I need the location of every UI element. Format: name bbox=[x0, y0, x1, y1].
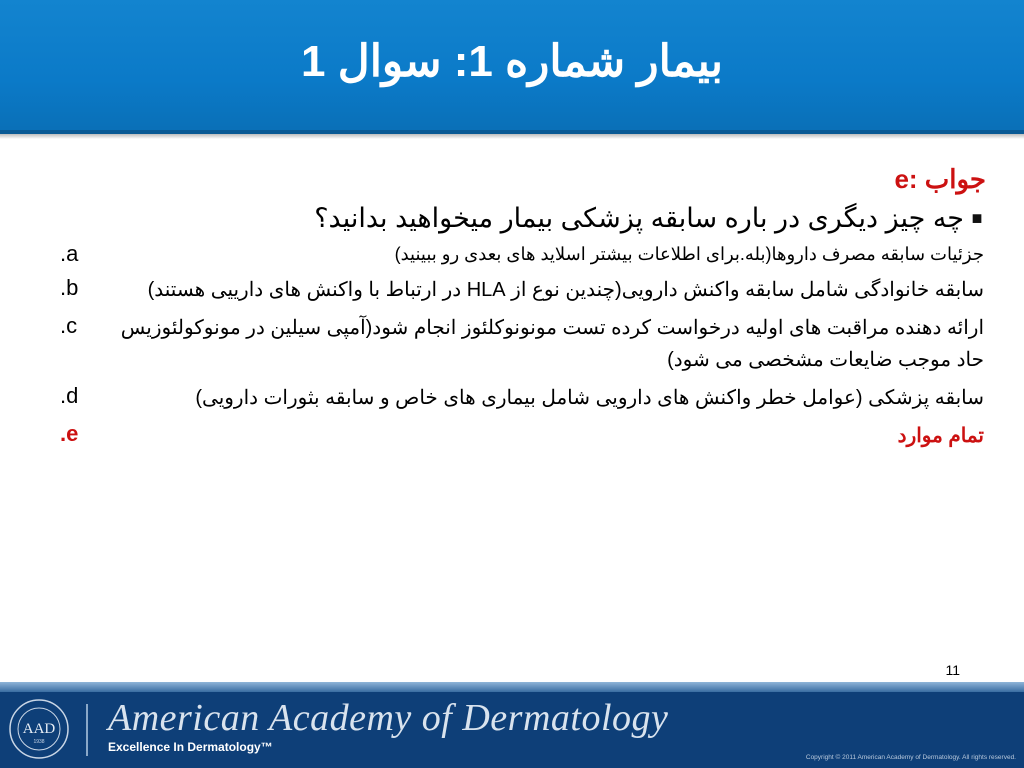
option-letter: e. bbox=[60, 421, 79, 446]
option-e bbox=[60, 420, 990, 452]
title-banner bbox=[0, 0, 1024, 134]
option-letter: b. bbox=[60, 275, 79, 300]
answer-label: جواب :e bbox=[894, 164, 986, 194]
seal-text: AAD bbox=[22, 721, 56, 737]
option-a bbox=[60, 240, 990, 268]
option-letter: a. bbox=[60, 241, 79, 266]
option-text: ارائه دهنده مراقبت های اولیه درخواست کرده تست مونونوکلئوز انجام شود(آمپی سیلین در مونوکولئوزیس حاد موجب ضایعات مشخصی می شود) bbox=[120, 317, 984, 371]
org-tagline: Excellence In Dermatology™ bbox=[108, 740, 273, 754]
square-bullet-icon: ■ bbox=[971, 208, 983, 228]
footer bbox=[0, 682, 1024, 768]
org-name: American Academy of Dermatology bbox=[108, 697, 669, 739]
option-letter: d. bbox=[60, 383, 79, 408]
footer-divider bbox=[86, 704, 88, 756]
option-c bbox=[60, 312, 990, 376]
question-text: چه چیز دیگری در باره سابقه پزشکی بیمار میخواهید بدانید؟ bbox=[314, 203, 964, 233]
aad-seal-logo bbox=[8, 698, 70, 760]
page-number: 11 bbox=[945, 662, 960, 678]
slide-body bbox=[60, 162, 990, 458]
option-text: تمام موارد bbox=[897, 425, 984, 447]
option-letter: c. bbox=[60, 313, 78, 338]
slide-title: بیمار شماره 1: سوال 1 bbox=[301, 37, 723, 86]
option-text: سابقه پزشکی (عوامل خطر واکنش های دارویی شامل بیماری های خاص و سابقه بثورات دارویی) bbox=[195, 387, 984, 409]
title-banner-shadow bbox=[0, 134, 1024, 139]
options-list bbox=[60, 240, 990, 452]
option-b bbox=[60, 274, 990, 306]
footer-band bbox=[0, 682, 1024, 692]
option-text: سابقه خانوادگی شامل سابقه واکنش دارویی(چندین نوع از HLA در ارتباط با واکنش های دارییی هستند) bbox=[147, 279, 984, 301]
seal-year: 1938 bbox=[33, 739, 45, 745]
option-d bbox=[60, 382, 990, 414]
copyright-notice: Copyright © 2011 American Academy of Dermatology. All rights reserved. bbox=[805, 754, 1016, 761]
option-text: جزئیات سابقه مصرف داروها(بله.برای اطلاعات بیشتر اسلاید های بعدی رو ببینید) bbox=[394, 244, 984, 264]
question-row bbox=[60, 200, 990, 236]
